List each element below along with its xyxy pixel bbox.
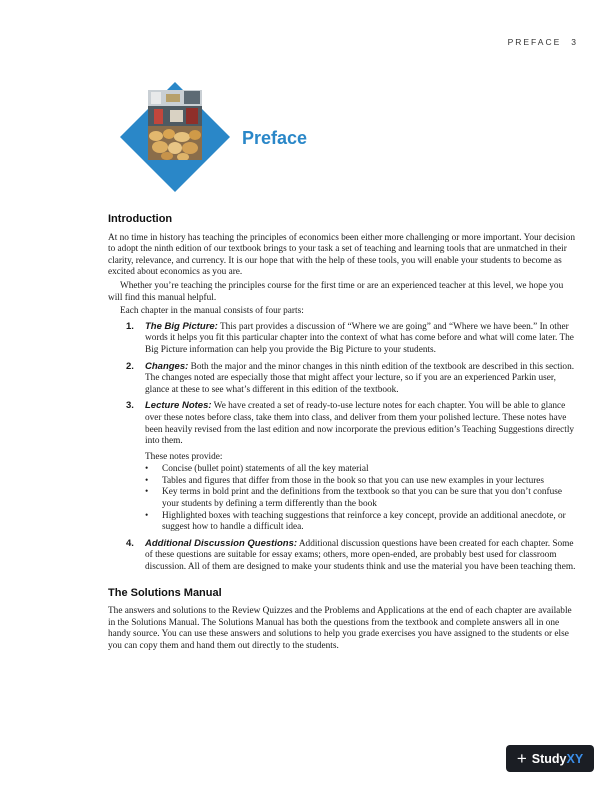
page-body xyxy=(108,214,578,653)
part-text: Both the major and the minor changes in this ninth edition of the textbook are described in this section. The changes noted are especially those that might affect your lecture, so if you are an experienced Parkin user, glance at these to see what’s different in this edition of the textbook. xyxy=(145,361,575,395)
list-item xyxy=(108,400,578,534)
bullet-marker: • xyxy=(145,475,149,486)
plus-icon: + xyxy=(516,749,527,768)
part-term: Lecture Notes: xyxy=(145,400,212,412)
introduction-heading: Introduction xyxy=(108,213,173,225)
list-item xyxy=(145,487,578,510)
running-title: PREFACE xyxy=(507,37,562,47)
chapter-emblem-image xyxy=(120,82,230,192)
running-header xyxy=(508,37,576,47)
studyxy-badge[interactable] xyxy=(506,745,594,772)
solutions-paragraph: The answers and solutions to the Review Quizzes and the Problems and Applications at the end of each chapter are available in the Solutions Manual. The Solutions Manual has both the questions from the textbook and complete answers all in one handy source. You can use these answers and solutions to help you grade exercises you have assigned to the students or else you can copy them and hand them out directly to the students. xyxy=(108,606,572,651)
list-item xyxy=(145,464,578,476)
part-term: Changes: xyxy=(145,360,189,372)
parts-list xyxy=(108,321,578,574)
list-item xyxy=(108,361,578,397)
emblem-photo-market xyxy=(148,90,202,161)
intro-paragraph-2: Whether you’re teaching the principles course for the first time or are an experienced teacher at this level, we hope you will find this manual helpful. xyxy=(108,280,564,303)
bullet-marker: • xyxy=(145,464,149,475)
bullet-marker: • xyxy=(145,487,149,498)
bullet-text: Concise (bullet point) statements of all the key material xyxy=(162,464,369,475)
solutions-heading: The Solutions Manual xyxy=(108,586,222,599)
part-text: We have created a set of ready-to-use lecture notes for each chapter. You will be able to glance over these notes before class, take them into class, and deliver from them your polished lecture. These notes have been heavily revised from the last edition and now incorporate the previous edition’s Teaching Suggestions directly into them. xyxy=(145,401,575,447)
part-text: This part provides a discussion of “Where we are going” and “Where we have been.” In other words it helps you fit this particular chapter into the context of what has come before and what will come later. The Big Picture information can help you provide the Big Picture to your students. xyxy=(145,321,574,355)
part-number: 2. xyxy=(126,360,134,372)
list-item xyxy=(145,476,578,488)
bullet-marker: • xyxy=(145,510,149,521)
part-text: Additional discussion questions have been created for each chapter. Some of these questions are suitable for essay exams; others, more open-ended, are probably best used for classroom discussion. All of them are designed to make your students think and use the material you have been teaching them. xyxy=(145,538,576,573)
part-term: Additional Discussion Questions: xyxy=(145,537,298,549)
list-item xyxy=(145,511,578,534)
intro-paragraph-1: At no time in history has teaching the principles of economics been either more challenging or more important. Your decision to adopt the ninth edition of our textbook brings to your task a set of teaching and learning tools that are unmatched in their clarity, relevance, and currency. It is our hope that with the help of these tools, you will enable your students to become as excited about economics as you are. xyxy=(108,232,576,278)
bullet-text: Key terms in bold print and the definitions from the textbook so that you can be sure that you don’t confuse your students by defining a term differently than the book xyxy=(162,487,563,510)
notes-bullet-list xyxy=(145,464,578,534)
bullet-text: Highlighted boxes with teaching suggestions that reinforce a key concept, provide an additional anecdote, or suggest how to handle a difficult idea. xyxy=(162,510,566,533)
part-number: 4. xyxy=(126,537,134,549)
part-number: 3. xyxy=(126,400,134,412)
chapter-title: Preface xyxy=(242,128,308,148)
list-item xyxy=(108,321,578,357)
intro-paragraph-3: Each chapter in the manual consists of four parts: xyxy=(120,306,304,317)
page-number: 3 xyxy=(571,37,576,47)
part-term: The Big Picture: xyxy=(145,320,218,332)
bullet-text: Tables and figures that differ from those in the book so that you can use new examples in your lectures xyxy=(162,475,545,486)
notes-intro: These notes provide: xyxy=(145,451,223,462)
part-number: 1. xyxy=(126,320,134,332)
brand-accent: XY xyxy=(566,751,584,766)
brand-name: Study xyxy=(531,751,567,766)
list-item xyxy=(108,538,578,574)
